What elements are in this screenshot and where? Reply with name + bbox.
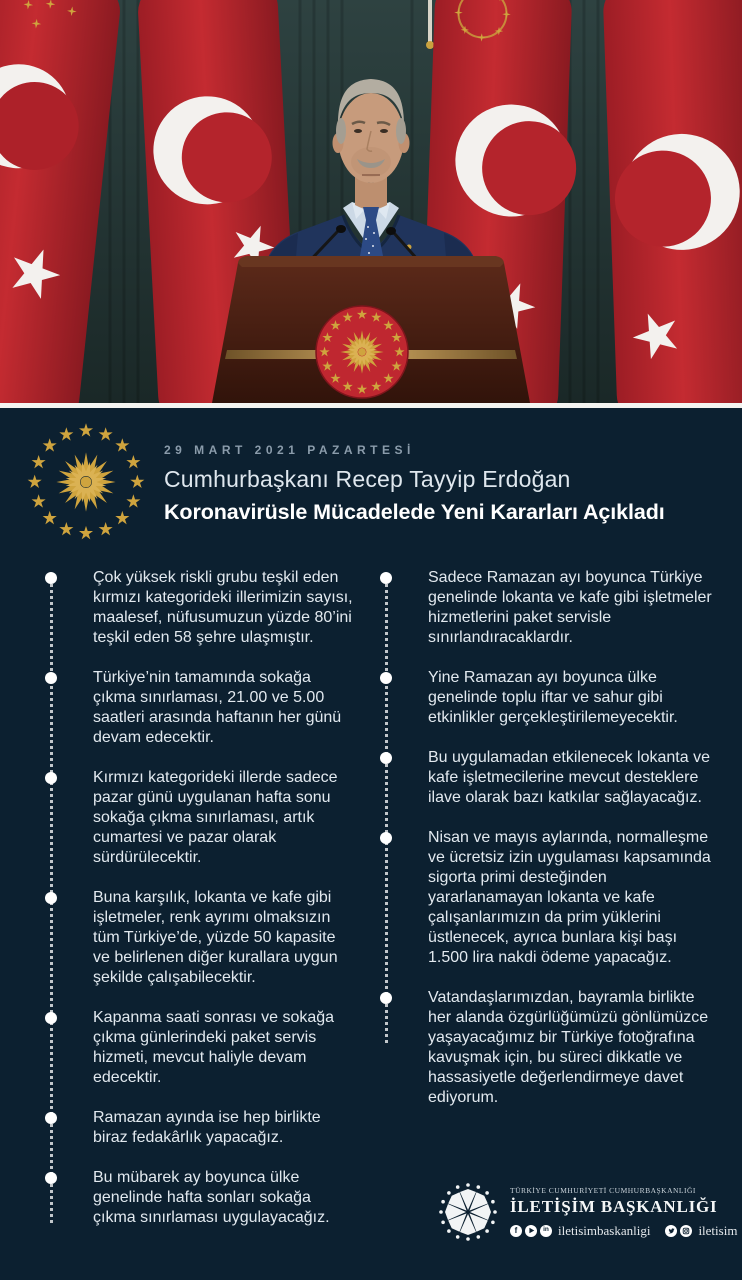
bullet-columns xyxy=(0,542,742,1248)
instagram-icon xyxy=(680,1225,692,1237)
list-item xyxy=(40,768,355,868)
bullet-text: Sadece Ramazan ayı boyunca Türkiye genelinde lokanta ve kafe gibi işletmeler hizmetlerini paket servisle sınırlandıracaklardır. xyxy=(428,569,712,646)
eye xyxy=(354,129,362,133)
presidential-emblem-icon xyxy=(26,422,146,542)
youtube-icon xyxy=(525,1225,537,1237)
bullet-text: Nisan ve mayıs aylarında, normalleşme ve ücretsiz izin uygulaması kapsamında sigorta primi desteğinden yararlanamayan lokanta ve kafe çalışanlarımızın da prim yüklerini üstlenecek, ayrıca bunlara kişi başı 1.500 lira nakdi ödeme yapacağız. xyxy=(428,829,711,966)
page-title: Cumhurbaşkanı Recep Tayyip Erdoğan xyxy=(164,466,571,492)
bullet-dot xyxy=(380,752,392,764)
presidential-seal xyxy=(316,306,408,398)
press-photo xyxy=(0,0,742,403)
list-item xyxy=(40,668,355,748)
bullet-text: Bu mübarek ay boyunca ülke genelinde hafta sonları sokağa çıkma sınırlaması uygulayacağız. xyxy=(93,1169,330,1226)
list-item xyxy=(40,568,355,648)
org-name: İLETİŞİM BAŞKANLIĞI xyxy=(510,1196,718,1216)
bullet-dot xyxy=(45,1012,57,1024)
bullet-dot xyxy=(380,992,392,1004)
bullet-dot xyxy=(45,1112,57,1124)
bullet-text: Türkiye’nin tamamında sokağa çıkma sınırlaması, 21.00 ve 5.00 saatleri arasında haftanın her günü devam edecektir. xyxy=(93,669,342,746)
bullet-dot xyxy=(45,672,57,684)
footer xyxy=(436,1180,738,1244)
list-item xyxy=(375,828,712,968)
bullet-dot xyxy=(45,892,57,904)
list-item xyxy=(40,1168,355,1228)
list-item xyxy=(40,888,355,988)
list-item xyxy=(375,748,712,808)
list-item xyxy=(375,988,712,1108)
bullet-dot xyxy=(380,672,392,684)
left-column xyxy=(40,568,355,1248)
list-item xyxy=(40,1008,355,1088)
bullet-text: Buna karşılık, lokanta ve kafe gibi işletmeler, renk ayrımı olmaksızın tüm Türkiye’de, yüzde 50 kapasite ve belirlenen diğer kurallara uygun şekilde çalışabilecektir. xyxy=(93,889,338,986)
bullet-text: Vatandaşlarımızdan, bayramla birlikte her alanda özgürlüğümüzü gönlümüzce yaşayacağımız bir Türkiye fotoğrafına kavuşmak için, bu süreci dikkatle ve hassasiyetle değerlendirmeye davet ediyorum. xyxy=(428,989,709,1106)
org-small-caps: TÜRKİYE CUMHURİYETİ CUMHURBAŞKANLIĞI xyxy=(510,1185,696,1195)
social-row xyxy=(510,1223,737,1239)
bullet-text: Yine Ramazan ayı boyunca ülke genelinde toplu iftar ve sahur gibi etkinlikler gerçekleştirilemeyecektir. xyxy=(428,669,678,726)
twitter-icon xyxy=(665,1225,677,1237)
podium xyxy=(212,256,530,403)
bullet-dot xyxy=(380,832,392,844)
bullet-text: Kırmızı kategorideki illerde sadece pazar günü uygulanan hafta sonu sokağa çıkma sınırlaması, artık cumartesi ve pazar olarak sürdürülecektir. xyxy=(93,769,338,866)
social-handle-alt: iletisim xyxy=(698,1222,738,1238)
bullet-dot xyxy=(45,1172,57,1184)
bullet-text: Bu uygulamadan etkilenecek lokanta ve kafe işletmecilerine mevcut desteklere ilave olarak bazı katkılar sağlayacağız. xyxy=(428,749,710,806)
header xyxy=(0,408,742,542)
bullet-dot xyxy=(45,772,57,784)
date-line: 29 MART 2021 PAZARTESİ xyxy=(164,443,415,457)
turkish-flag-right xyxy=(602,0,742,403)
bullet-dot xyxy=(380,572,392,584)
list-item xyxy=(40,1108,355,1148)
facebook-icon: f xyxy=(510,1225,522,1237)
bullet-text: Kapanma saati sonrası ve sokağa çıkma günlerindeki paket servis hizmeti, mevcut haliyle devam edecektir. xyxy=(93,1009,335,1086)
list-item xyxy=(375,668,712,728)
bullet-dot xyxy=(45,572,57,584)
bullet-text: Çok yüksek riskli grubu teşkil eden kırmızı kategorideki illerimizin sayısı, maalesef, nüfusumuzun yüzde 80’ini teşkil eden 58 şehre ulaşmıştır. xyxy=(93,569,353,646)
iletisim-baskanligi-logo xyxy=(436,1180,500,1244)
list-item xyxy=(375,568,712,648)
page-subtitle: Koronavirüsle Mücadelede Yeni Kararları Açıkladı xyxy=(164,500,665,524)
eye xyxy=(380,129,388,133)
social-handle-main: iletisimbaskanligi xyxy=(558,1222,651,1238)
linkedin-icon: in xyxy=(540,1225,552,1237)
right-column xyxy=(375,568,712,1248)
bullet-text: Ramazan ayında ise hep birlikte biraz fedakârlık yapacağız. xyxy=(93,1109,321,1146)
